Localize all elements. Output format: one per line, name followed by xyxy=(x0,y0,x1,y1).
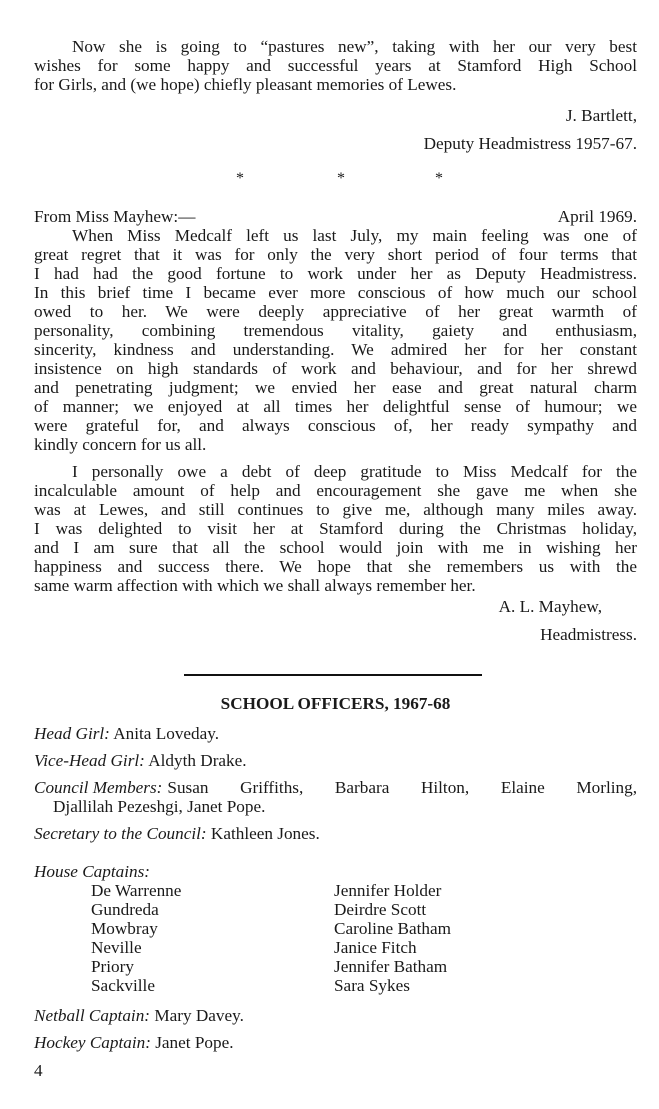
officer-vice-head-girl xyxy=(34,751,637,770)
officer-netball-captain xyxy=(34,1006,637,1025)
house-captain: Sara Sykes xyxy=(334,976,410,995)
officer-label: Head Girl: xyxy=(34,724,110,743)
text-line: In this brief time I became ever more conscious of how much our school xyxy=(34,283,637,302)
house-captains-label xyxy=(34,862,637,881)
text-line: were grateful for, and always conscious of, her ready sympathy and xyxy=(34,416,637,435)
text-line: incalculable amount of help and encouragement she gave me when she xyxy=(34,481,637,500)
mayhew-signature-name: A. L. Mayhew, xyxy=(498,597,602,616)
text-line: When Miss Medcalf left us last July, my main feeling was one of xyxy=(72,226,637,245)
text-line: and I am sure that all the school would join with me in wishing her xyxy=(34,538,637,557)
house-name: De Warrenne xyxy=(91,881,182,900)
page-number: 4 xyxy=(34,1061,43,1080)
text-line: kindly concern for us all. xyxy=(34,435,207,454)
officer-label: Vice-Head Girl: xyxy=(34,751,145,770)
council-members-line2: Djallilah Pezeshgi, Janet Pope. xyxy=(53,797,266,816)
council-members-line1-wrap xyxy=(162,778,637,797)
mayhew-signature-title: Headmistress. xyxy=(540,625,637,644)
text-line: of manner; we enjoyed at all times her delightful sense of humour; we xyxy=(34,397,637,416)
officer-value: Janet Pope. xyxy=(150,1033,234,1052)
text-line: great regret that it was for only the very short period of four terms that xyxy=(34,245,637,264)
officer-value: Kathleen Jones. xyxy=(206,824,320,843)
text-line: wishes for some happy and successful years at Stamford High School xyxy=(34,56,637,75)
asterisk: * xyxy=(435,170,443,187)
officer-label: Council Members: xyxy=(34,778,163,797)
text-line: was at Lewes, and still continues to give me, although many miles away. xyxy=(34,500,637,519)
house-name: Gundreda xyxy=(91,900,159,919)
house-captain: Jennifer Holder xyxy=(334,881,442,900)
officer-value: Aldyth Drake. xyxy=(144,751,247,770)
house-name: Priory xyxy=(91,957,134,976)
bartlett-paragraph xyxy=(34,37,637,94)
mayhew-paragraph-1 xyxy=(34,226,637,454)
house-captain: Caroline Batham xyxy=(334,919,451,938)
text-line: Now she is going to “pastures new”, taking with her our very best xyxy=(72,37,637,56)
officer-label: Hockey Captain: xyxy=(34,1033,151,1052)
bartlett-signature-title: Deputy Headmistress 1957-67. xyxy=(423,134,637,153)
officer-label: House Captains: xyxy=(34,862,151,881)
officer-secretary xyxy=(34,824,637,843)
text-line: sincerity, kindness and understanding. We admired her for her constant xyxy=(34,340,637,359)
bartlett-signature-name: J. Bartlett, xyxy=(565,106,637,125)
officer-council-members xyxy=(34,778,637,797)
house-captain: Jennifer Batham xyxy=(334,957,448,976)
asterisk: * xyxy=(337,170,345,187)
text-line: insistence on high standards of work and behaviour, and for her shrewd xyxy=(34,359,637,378)
section-divider xyxy=(184,674,482,676)
house-name: Mowbray xyxy=(91,919,158,938)
letter-date: April 1969. xyxy=(557,207,637,226)
text-line: for Girls, and (we hope) chiefly pleasant memories of Lewes. xyxy=(34,75,457,94)
text-line: happiness and success there. We hope that she remembers us with the xyxy=(34,557,637,576)
house-name: Neville xyxy=(91,938,142,957)
mayhew-paragraph-2 xyxy=(34,462,637,595)
house-name: Sackville xyxy=(91,976,155,995)
text-line: I personally owe a debt of deep gratitude to Miss Medcalf for the xyxy=(72,462,637,481)
officer-hockey-captain xyxy=(34,1033,637,1052)
officer-label: Secretary to the Council: xyxy=(34,824,207,843)
text-line: same warm affection with which we shall always remember her. xyxy=(34,576,476,595)
officer-value: Susan Griffiths, Barbara Hilton, Elaine Morling, xyxy=(167,778,637,797)
asterisk: * xyxy=(236,170,244,187)
officer-label: Netball Captain: xyxy=(34,1006,151,1025)
house-captain: Janice Fitch xyxy=(334,938,417,957)
section-heading: SCHOOL OFFICERS, 1967-68 xyxy=(220,694,451,713)
officer-head-girl xyxy=(34,724,637,743)
officer-value: Anita Loveday. xyxy=(109,724,220,743)
text-line: I had had the good fortune to work under her as Deputy Headmistress. xyxy=(34,264,637,283)
house-captain: Deirdre Scott xyxy=(334,900,427,919)
text-line: personality, combining tremendous vitality, gaiety and enthusiasm, xyxy=(34,321,637,340)
officer-value: Mary Davey. xyxy=(150,1006,244,1025)
text-line: owed to her. We were deeply appreciative of her great warmth of xyxy=(34,302,637,321)
letter-from: From Miss Mayhew:— xyxy=(34,207,196,226)
text-line: I was delighted to visit her at Stamford during the Christmas holiday, xyxy=(34,519,637,538)
text-line: and penetrating judgment; we envied her ease and great natural charm xyxy=(34,378,637,397)
